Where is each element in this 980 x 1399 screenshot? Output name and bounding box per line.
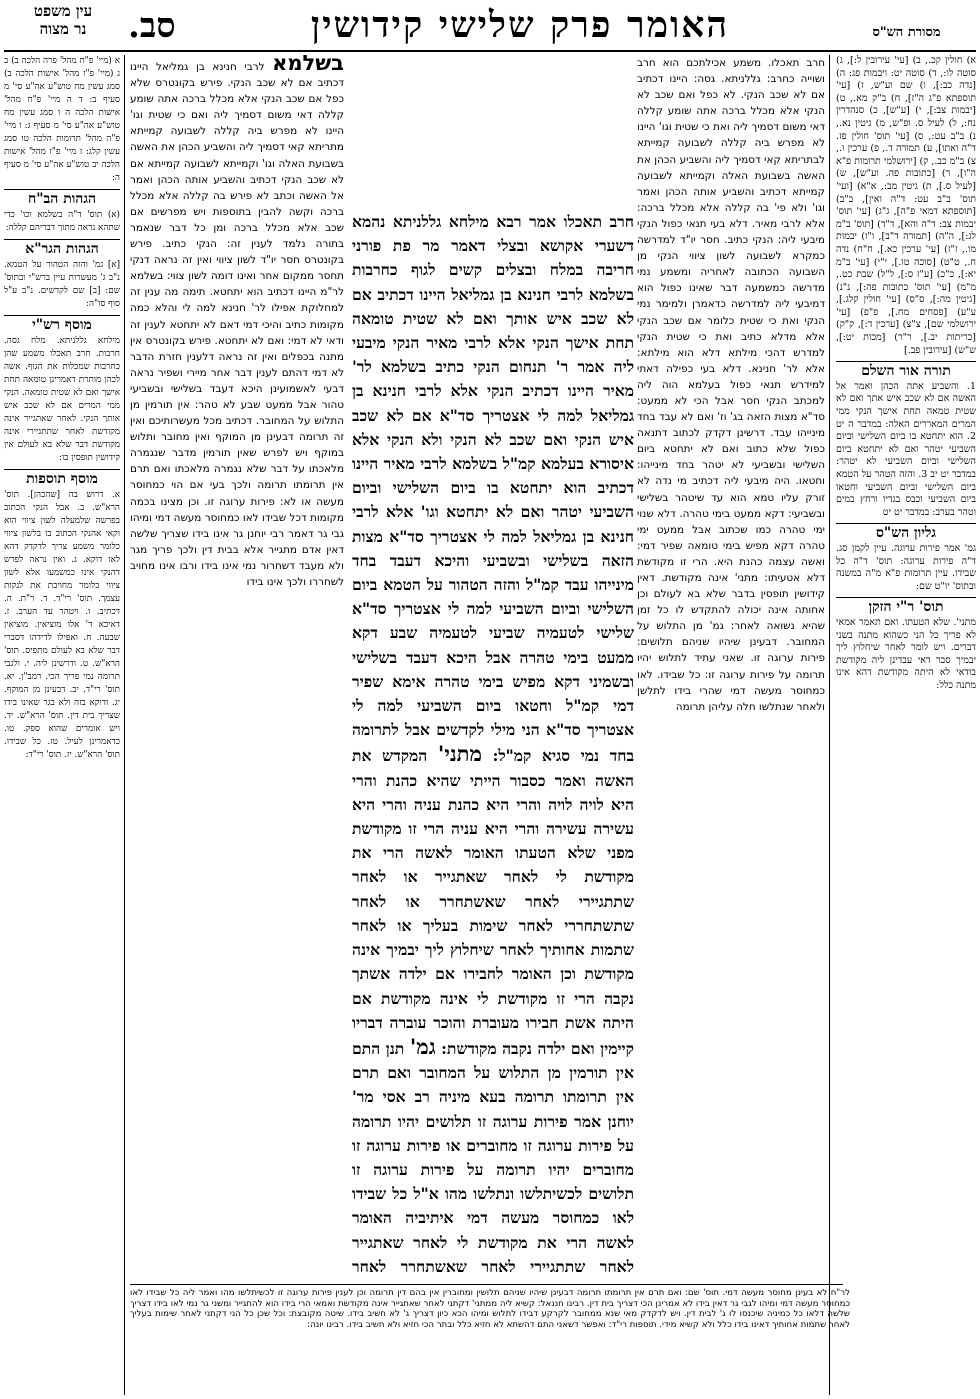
gemara-column [352, 210, 634, 1280]
ein-mishpat-column [4, 55, 120, 1395]
mishna-lead: מתני' [437, 741, 482, 767]
tosafot-lead: בשלמא [272, 55, 344, 75]
musaf-rashi-title: מוסף רש"י [4, 315, 120, 332]
hagahot-bach-title: הגהות הב"ח [4, 189, 120, 206]
ein-mishpat-label [8, 2, 118, 38]
header-rule [4, 50, 976, 52]
right-divider [829, 55, 830, 1395]
tos-rid-text: מתני'. שלא הטעתו. ואם תאמר אמאי לא פריך כל הני כשהוא מתנה בשני דברים. ויש לומר לאחר שיחלוץ ליך יבמיך סבר דאי עבדינן ליה מקודשת בודאי לא היתה מקודשת דהא אינו מתנה כלל: [836, 616, 976, 691]
gemara-opening: חרב תאכלו אמר רבא מילחא גללניתא נהמא דשערי אקושא ובצלי דאמר מר פת פורני חריבה במלח ובצלים קשים לגוף כחרבות בשלמא לרבי חנינא בן גמליאל היינו דכתיב אם לא שכב איש אותך ואם לא שטית טומאה תחת אישך הנקי אלא לרבי מאיר הנקי מיבעי ליה אמר ר' תנחום הנקי כתיב בשלמא לר' מאיר היינו דכתיב הנקי אלא לרבי חנינא בן גמליאל למה לי אצטריך סד"א אם לא שכב איש הנקי ואם שכב לא הנקי ולא הנקי אלא איסורא בעלמא קמ"ל בשלמא לרבי מאיר היינו דכתיב הוא יתחטא בו ביום השלישי וביום השביעי יטהר ואם לא יתחטא וגו' אלא לרבי חנינא בן גמליאל למה לי אצטריך סד"א מצות הזאה בשלישי ובשביעי והיכא דעבד בחד מינייהו עבד קמ"ל והזה הטהור על הטמא ביום השלישי וביום השביעי למה לי אצטריך סד"א שלישי לטעמיה שביעי לטעמיה שבע דקא ממעט בימי טהרה אבל היכא דעבד בשלישי ובשמיני דקא מפיש בימי טהרה אימא שפיר דמי קמ"ל וחטאו ביום השביעי למה לי אצטריך סד"א הני מילי לקדשים אבל לתרומה בחד נמי סגיא קמ"ל: [352, 212, 634, 766]
page-title: האומר פרק שלישי קידושין [310, 4, 730, 46]
rashi-column [637, 55, 825, 1280]
musaf-rashi-text: מילחא גללניתא. מלח גסה. חרבות. חרב תאכלו משמע שהן כחרבות שמכלות את הגוף. אשה לכהן מותרת דאמרינן טומאה תחת אישך ואם לא שטית טומאה. הנקי ממי המרים אם לא שכב איש אותך הנקי. לאחר שאתגייר אינה מקודשת לאחר שתתגיירי אינה מקודשת דבר שלא בא לעולם אין קידושין תופסין בו: [4, 336, 120, 463]
rashi-text: חרב תאכלו. משמע אכילתכם הוא חרב ושוייה כחרב: גללניתא. גסה: היינו דכתיב אם לא שכב הנקי. לא כפל ואם שכב לא הנקי אלא מכלל ברכה אתה שומע קללה דאי משום דסמיך ליה ואת כי שטית וגו' היינו לא מפרש ביה קללה לשבועה קמייתא לבתריתא קאי דסמיך ליה והשביע הכהן את האשה בשבועת האלה וקמייתא לשבועה קמייתא דכתיב והשביע אותה הכהן ואמר וגו' ולא פי' בה קללה אלא מכלל ברכה: אלא לרבי מאיר. דלא בעי תנאי כפול הנקי מיבעי ליה: הנקי כתיב. חסר יו"ד למדרשה כמקרא לשבועה לשון ציווי הנקי מן השבועה הכתובה לאחריה ומשמע נמי מדרשה כמשמעה דבר שאינו כפול הוא דמיבעי ליה למדרשה כדאמרן ולמימר נמי הנקי ואת כי שטית כלומר אם שכב הנקי אלא מדלא כתיב ואת כי שטית הנקי למדרש דהכי מילתא דלא הוא מילתא: אלא לר' חנינא. דלא בעי כפילה דאתי למידרש תנאי כפול בעלמא הוה ליה למכתב הנקי חסר אבל הכי לא ממעט: סד"א מצות הזאה בג' וז' ואם לא עבד בחד מינייהו עבד. דרשינן דקדק לכתוב דתנאה כפול שלא כתוב ואם לא יתחטא ביום השלישי ובשביעי לא יטהר בחד מינייהו: וחטאו. היה מיבעי ליה דכתיב מי נדה לא זורק עליו טמא הוא עד שיטהר בשלישי ובשביעי: דקא ממעט בימי טהרה. דלא שנוי ימי טהרה כמו שכתוב אבל ממעט ימי טהרה דקא מפיש בימי טומאה שפיר דמי: ואשה עצמה כהנת היא. הרי זו מקודשת דלא אטעיתו: מתני' אינה מקודשת. דאין קידושין תופסין בדבר שלא בא לעולם וכן אחותה אינה יכולה להתקדש לו כל זמן שהיא נשואה לאחר: גמ' מן התלוש על המחובר. דבעינן שיהיו שניהם תלושים: פירות ערוגה זו. שאני עתיד לתלוש יהיו תרומה על פירות ערוגה זו: כל שבידו. לאו כמחוסר מעשה דמי שהרי בידו לתלשן ולאחר שנתלשו חלה עליהן תרומה [637, 57, 825, 713]
hagahot-gra-title: הגהות הגר"א [4, 239, 120, 256]
page-header [0, 0, 980, 50]
tosafot-column [130, 55, 344, 1280]
mesoret-label: מסורת הש"ס [872, 25, 941, 40]
mesoret-hashas-column [836, 55, 976, 1395]
gilyon-text: גמ' אמר פירות ערוגה. עיין לקמן סג. ד"ה פירות ערוגה: תוס' ד"ה כל שבידו. עיין תרומות פ"א מ"ה במשנה ובתוס' יו"ט שם: [836, 542, 976, 592]
gemara-lead: גמ' [409, 1033, 436, 1059]
ein-mishpat-text: א (מיי' פ"ח מהל' פרה הלכה ב) ב ג (מיי' פ"ז מהל' אישות הלכה ב) סמג עשין מח טוש"ע אה"ע סי' מ סעיף ב: ד ה מיי' פ"ח מהל' אישות הלכה ה ו סמג עשין מח טוש"ע אה"ע סי' מ סעיף ג: ו מיי' פ"ה מהל' תרומות הלכה טו סמג עשין קלג: ז מיי' פ"ז מהל' אישות הלכה יב טוש"ע אה"ע סי' מ סעיף ה: [4, 56, 120, 183]
footer-rule [130, 1284, 843, 1285]
ein-mishpat-title: עין משפט [33, 2, 93, 20]
torah-or-title: תורה אור השלם [836, 361, 976, 378]
footer-commentary: לר"ח לא בעינן מחוסר מעשה דמי. תוס' שם: ואם תרם אין תרומתו תרומה דבעינן שיהיו שניהם תלושין ומחוברין אין בהם דין תרומה וכן לענין פירות ערוגה זו לכשיתלשו מהו ואמר ליה כל שבידו לאו כמחוסר מעשה דמי ומיהו לגבי גר דאין בידו לא אמרינן הכי דצריך בית דין. רבינו חננאל: קשיא ליה ממתני' דקתני לאחר שאתגייר אינה מקודשת ואמאי הרי בידו הוא להתגייר ומשני גר נמי לאו בידו דצריך שלשה דלאו כל כמיניה שיכנסו לו ג' לבית דין. ויש לדקדק מאי שנא ממחובר לקרקע דבידו לתלוש ומיהו הכא כיון דצריך ג' לא חשיב בידו. שיטה מקובצת: וכל שכן כל הני דקתני לאחר שימות בעליך לאחר שתמות אחותיך דאינו בידו כלל ולא קשיא מידי. תוספות רי"ד: ואפשר דשאני התם דהשתא לא חזיא כלל ובתר הכי חזיא ולא חשיב בידו. רבינו יונה: [130, 1288, 850, 1330]
tosafot-text: לרבי חנינא בן גמליאל היינו דכתיב אם לא שכב הנקי. פירש בקונטרס שלא כפל אם שכב הנקי אלא מכלל ברכה אתה שומע קללה דאי משום דסמיך ליה ואם כי שטית וגו' היינו לא מפרש ביה קללה לשבועה קמייתא מתריתא קאי דסמיך ליה והשביע הכהן את האשה בשבועת האלה וגו' וקמייתא לשבועה קמייתא אם לא שכב הנקי דכתיב והשביע אותה הכהן ואמר אל האשה וכתב לא פירש בה קללה אלא מכלל ברכה וקשה להבין בתוספות ויש מפרשים אם שכב אלא מכלל ברכה ומן כל דבר שנאמר בתורה נלמד לענין זה: הנקי כתיב. פירש בקונטרס חסר יו"ד לשון ציווי ואין זה נראה דנקי תחסר ממקום אחר ואינו דומה לשון צווי: בשלמא לר"מ היינו דכתיב הוא יתחטא. תימה מה ענין זה למחלוקת אפילו לר' חנינא למה לי והלא כמה מקומות כתיב והיכי דמי דאם לא יתחטא לענין זה ודאי לא דמי: ואם לא יתחטא. פירש בקונטרס אין מתנה בכפלים ואין זה נראה דלענין חזרת הדבר לא דמי דהתם לענין דבר אחר מיירי ושפיר נראה דבעי לאשמועינן היכא דעבד בשלישי ובשביעי טהור אבל ממעט שבע לא טהר: אין תורמין מן התלוש על המחובר. דכתיב מכל מעשרותיכם ואין זה תרומה דבעינן מן המוקף ואין מחובר ותלוש במוקף ויש לפרש שאין תורמין מדבר שנגמרה מלאכתו על דבר שלא נגמרה מלאכתו ואם תרם אין תרומתו תרומה ולכך בעי אם הוי כמחוסר מעשה או לא: פירות ערוגה זו. וכן מצינו בכמה מקומות דכל שבידו לאו כמחוסר מעשה דמי ומיהו גבי גר דאמר רבי יוחנן גר אינו בידו שצריך שלשה דאין אדם מתגייר אלא בבית דין ולכך פריך מגר ולא מעבד דשחרור נמי אינו בידו ורבו אינו מחויב לשחררו ולכך אינו בידו [130, 61, 344, 588]
hagahot-bach-text: (א) תוס' ד"ה בשלמא וכו' כדי שתהא נראה מתוך דבריהם קללה: [4, 210, 120, 233]
tos-rid-title: תוס' ר"י הזקן [836, 597, 976, 614]
mesoret-text: א) חולין קכ., ב) [עי' עירובין ל:], ג) סוטה לו:, ד) סוטה יט: ויבמות פג: ה) [נדה כב:], ו) שם וע"ש, ז) [עי' תוספתא פ"ג ה"ז], ח) ב"ק מא., ט) [יבמות צב:], י) [ע"ש], כ) סנהדרין נח:, ל) לעיל ס. ופ"ש, מ) גיטין נא., נ) ב"ב עט:, ס) [עי' תוס' חולין פז. ד"ה ואתו], ע) תמורה ד., פ) ערכין ו., צ) ב"מ כב., ק) [ירושלמי תרומות פ"א ה"ו], ר) [כתובות פה. וע"ש], ש) [לעיל ס.], ת) גיטין מב:, א"א) [ועי' תוס' ב"ב עט: ד"ה ואין], ב"ב) [תוספתא דמאי פ"ה], ג"ג) [עי' תוס' יבמות צב: ד"ה והא], ד"ד) [תוס' ב"מ לג:], ה"ה) [תמורה ד"ב], ו"ו) יבמות מו., ז"ז) [עי' ערכין כא.], ח"ח) נדה ח., ט"ט) [סוכה טו.], י"י) [עי' ב"מ יא:], כ"כ) [ע"ז ס:], ל"ל) שבת כט., מ"מ) [עי' תוס' כתובות פה:], נ"נ) [גיטין מה:], ס"ס) [עי' חולין קלג.], ע"ע) [פסחים מח.], פ"פ) [עי' ירושלמי שם], צ"צ) [ערכין ד:], ק"ק) [כריתות יב.], ר"ר) [מכות יט:], ש"ש) [עירובין פב.] [836, 55, 976, 356]
folio-number: סב. [128, 6, 176, 46]
gemara-text: תנן התם אין תורמין מן התלוש על המחובר ואם תרם אין תרומתו תרומה בעא מיניה רב אסי מר' יוחנן אמר פירות ערוגה זו תלושים יהיו תרומה על פירות ערוגה זו מחוברים או פירות ערוגה זו מחוברים יהיו תרומה על פירות ערוגה זו תלושים לכשיתלשו ונתלשו מהו א"ל כל שבידו לאו כמחוסר מעשה דמי איתיביה האומר לאשה הרי את מקודשת לי לאחר שאתגייר לאחר שתתגיירי לאחר שאשתחרר לאחר [352, 1038, 634, 1276]
left-divider [124, 55, 125, 1395]
musaf-tosafot-title: מוסף תוספות [4, 469, 120, 486]
gilyon-title: גליון הש"ס [836, 523, 976, 540]
mishna-text: המקדש את האשה ואמר כסבור הייתי שהיא כהנת והרי היא לויה לויה והרי היא כהנת עניה והרי היא עשירה עשירה והרי היא עניה הרי זו מקודשת מפני שלא הטעתו האומר לאשה הרי את מקודשת לי לאחר שאתגייר או לאחר שתתגיירי לאחר שאשתחרר או לאחר שתשתחררי לאחר שימות בעליך או לאחר שתמות אחותיך לאחר שיחלוץ ליך יבמיך אינה מקודשת וכן האומר לחבירו אם ילדה אשתך נקבה הרי זו מקודשת לי אינה מקודשת אם היתה אשת חבירו מעוברת והוכר עוברה דבריו קיימין ואם ילדה נקבה מקודשת: [352, 746, 634, 1058]
torah-or-text: 1. והשביע אתה הכהן ואמר אל האשה אם לא שכב איש אתך ואם לא שטית טמאה תחת אישך הנקי ממי המרים המאררים האלה: במדבר ה יט 2. הוא יתחטא בו ביום השלישי וביום השביעי יטהר ואם לא יתחטא ביום השלישי וביום השביעי לא יטהר: במדבר יט יב 3. והזה הטהר על הטמא ביום השלישי וביום השביעי וחטאו ביום השביעי וכבס בגדיו ורחץ במים וטהר בערב: במדבר יט יט [836, 380, 976, 518]
hagahot-gra-text: [א] גמ' והזה הטהור על הטמא. נ"ב ג' מעשרות עיין ברש"י ובתוס' שם: [ב] שם לקדשים. נ"ב ע"ל סוף סו"ה: [4, 260, 120, 309]
ner-mitzva-title: נר מצוה [39, 20, 87, 38]
musaf-tosafot-text: א. דרוש בה [שהכהן]. תוס' הרא"ש. ב. אבל הנקי הכתוב בפרשה שלמעלה לשון ציווי הוא וקאי אהנקי הכתוב בו בלשון ציווי כלומר משמע צריך לדקדק דהא לאו דוקא. ג. ואין נראה לפרש דהנקי אינו כמשמעו אלא לשון ציווי כלומר מחויבת את לנקות עצמך. תוס' רי"ד. ד. ר"ת. ה. דכתיב. ו. ויטהר עד הערב. ז. דאיכא ד' אלו מוציאין. מוציאין שבעה. ח. ואפילו לדידהו דסברי דבר שלא בא לעולם מתפיס. תוס' הרא"ש. ט. ודרשינן ליה. י. ולגבי תרומה נמי פריך הכי. רמב"ן. יא. תוס' רי"ד. יב. דבעינן מן המוקף. יג. ודוקא בזה ולא בגר שאינו בידו שצריך בית דין. תוס' הרא"ש. יד. ויש אומרים שהוא ספק. טו. כדאמרינן לעיל. טז. כל שבידו. תוס' הרא"ש. יז. תוס' רי"ד: [4, 490, 120, 760]
